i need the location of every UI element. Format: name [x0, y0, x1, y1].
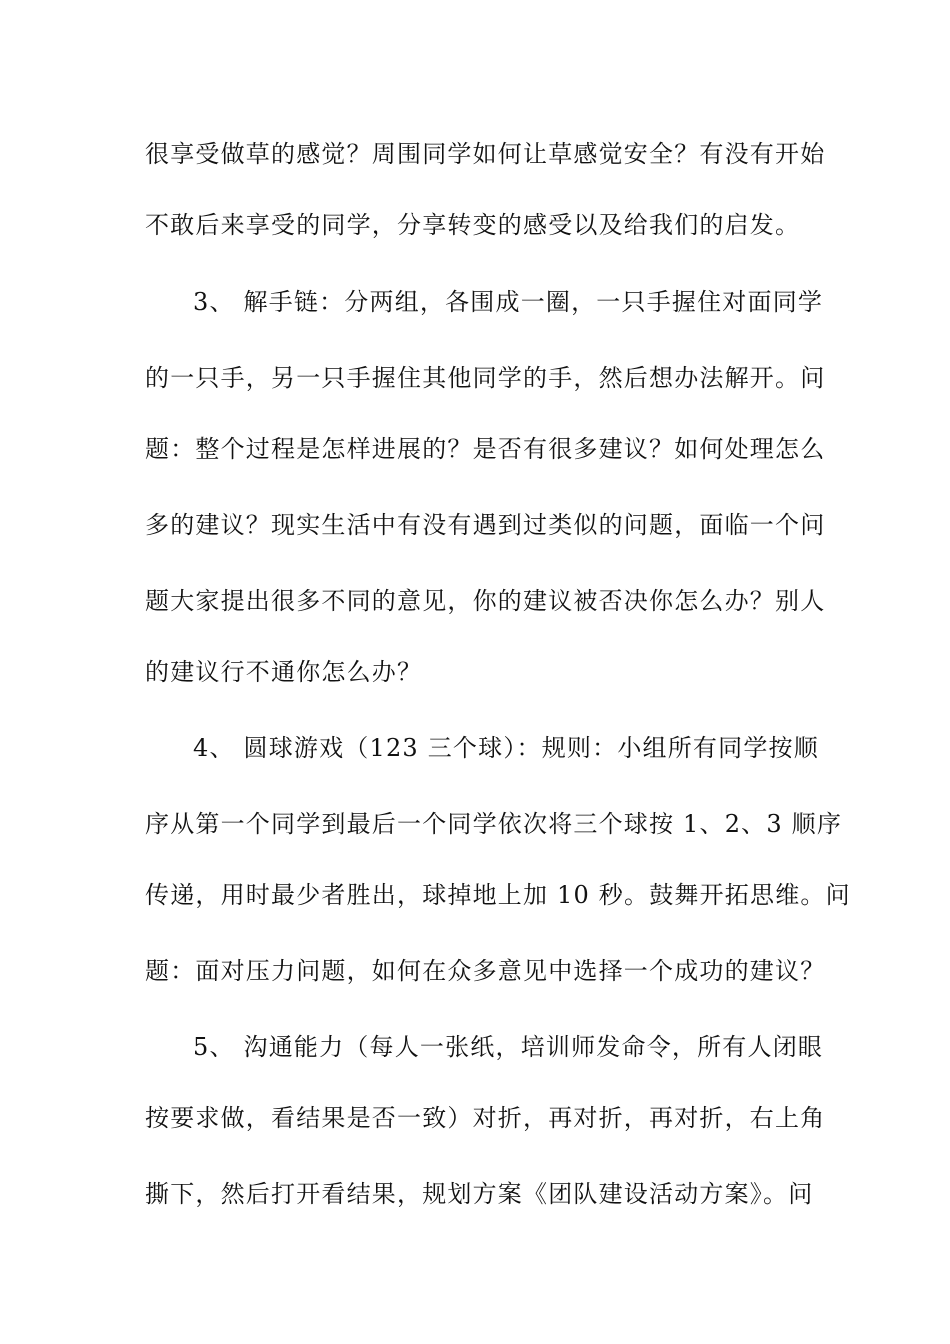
text-line: 很享受做草的感觉？周围同学如何让草感觉安全？有没有开始: [145, 140, 826, 168]
text-line: 题：整个过程是怎样进展的？是否有很多建议？如何处理怎么: [145, 435, 826, 463]
item-3-heading-line: 3、 解手链：分两组，各围成一圈，一只手握住对面同学: [193, 288, 824, 316]
text-line: 不敢后来享受的同学，分享转变的感受以及给我们的启发。: [145, 211, 801, 239]
text-line: 序从第一个同学到最后一个同学依次将三个球按 1、2、3 顺序: [145, 810, 843, 838]
text-line: 题大家提出很多不同的意见，你的建议被否决你怎么办？别人: [145, 587, 826, 615]
text-line: 传递，用时最少者胜出，球掉地上加 10 秒。鼓舞开拓思维。问: [145, 881, 851, 909]
text-line: 按要求做，看结果是否一致）对折，再对折，再对折，右上角: [145, 1104, 826, 1132]
item-4-heading-line: 4、 圆球游戏（123 三个球）：规则：小组所有同学按顺: [193, 734, 819, 762]
text-line: 的一只手，另一只手握住其他同学的手，然后想办法解开。问: [145, 364, 826, 392]
text-line: 多的建议？现实生活中有没有遇到过类似的问题，面临一个问: [145, 511, 826, 539]
item-5-heading-line: 5、 沟通能力（每人一张纸，培训师发命令，所有人闭眼: [193, 1033, 824, 1061]
text-line: 撕下，然后打开看结果，规划方案《团队建设活动方案》。问: [145, 1180, 814, 1208]
text-line: 的建议行不通你怎么办？: [145, 658, 423, 686]
text-line: 题：面对压力问题，如何在众多意见中选择一个成功的建议？: [145, 957, 826, 985]
